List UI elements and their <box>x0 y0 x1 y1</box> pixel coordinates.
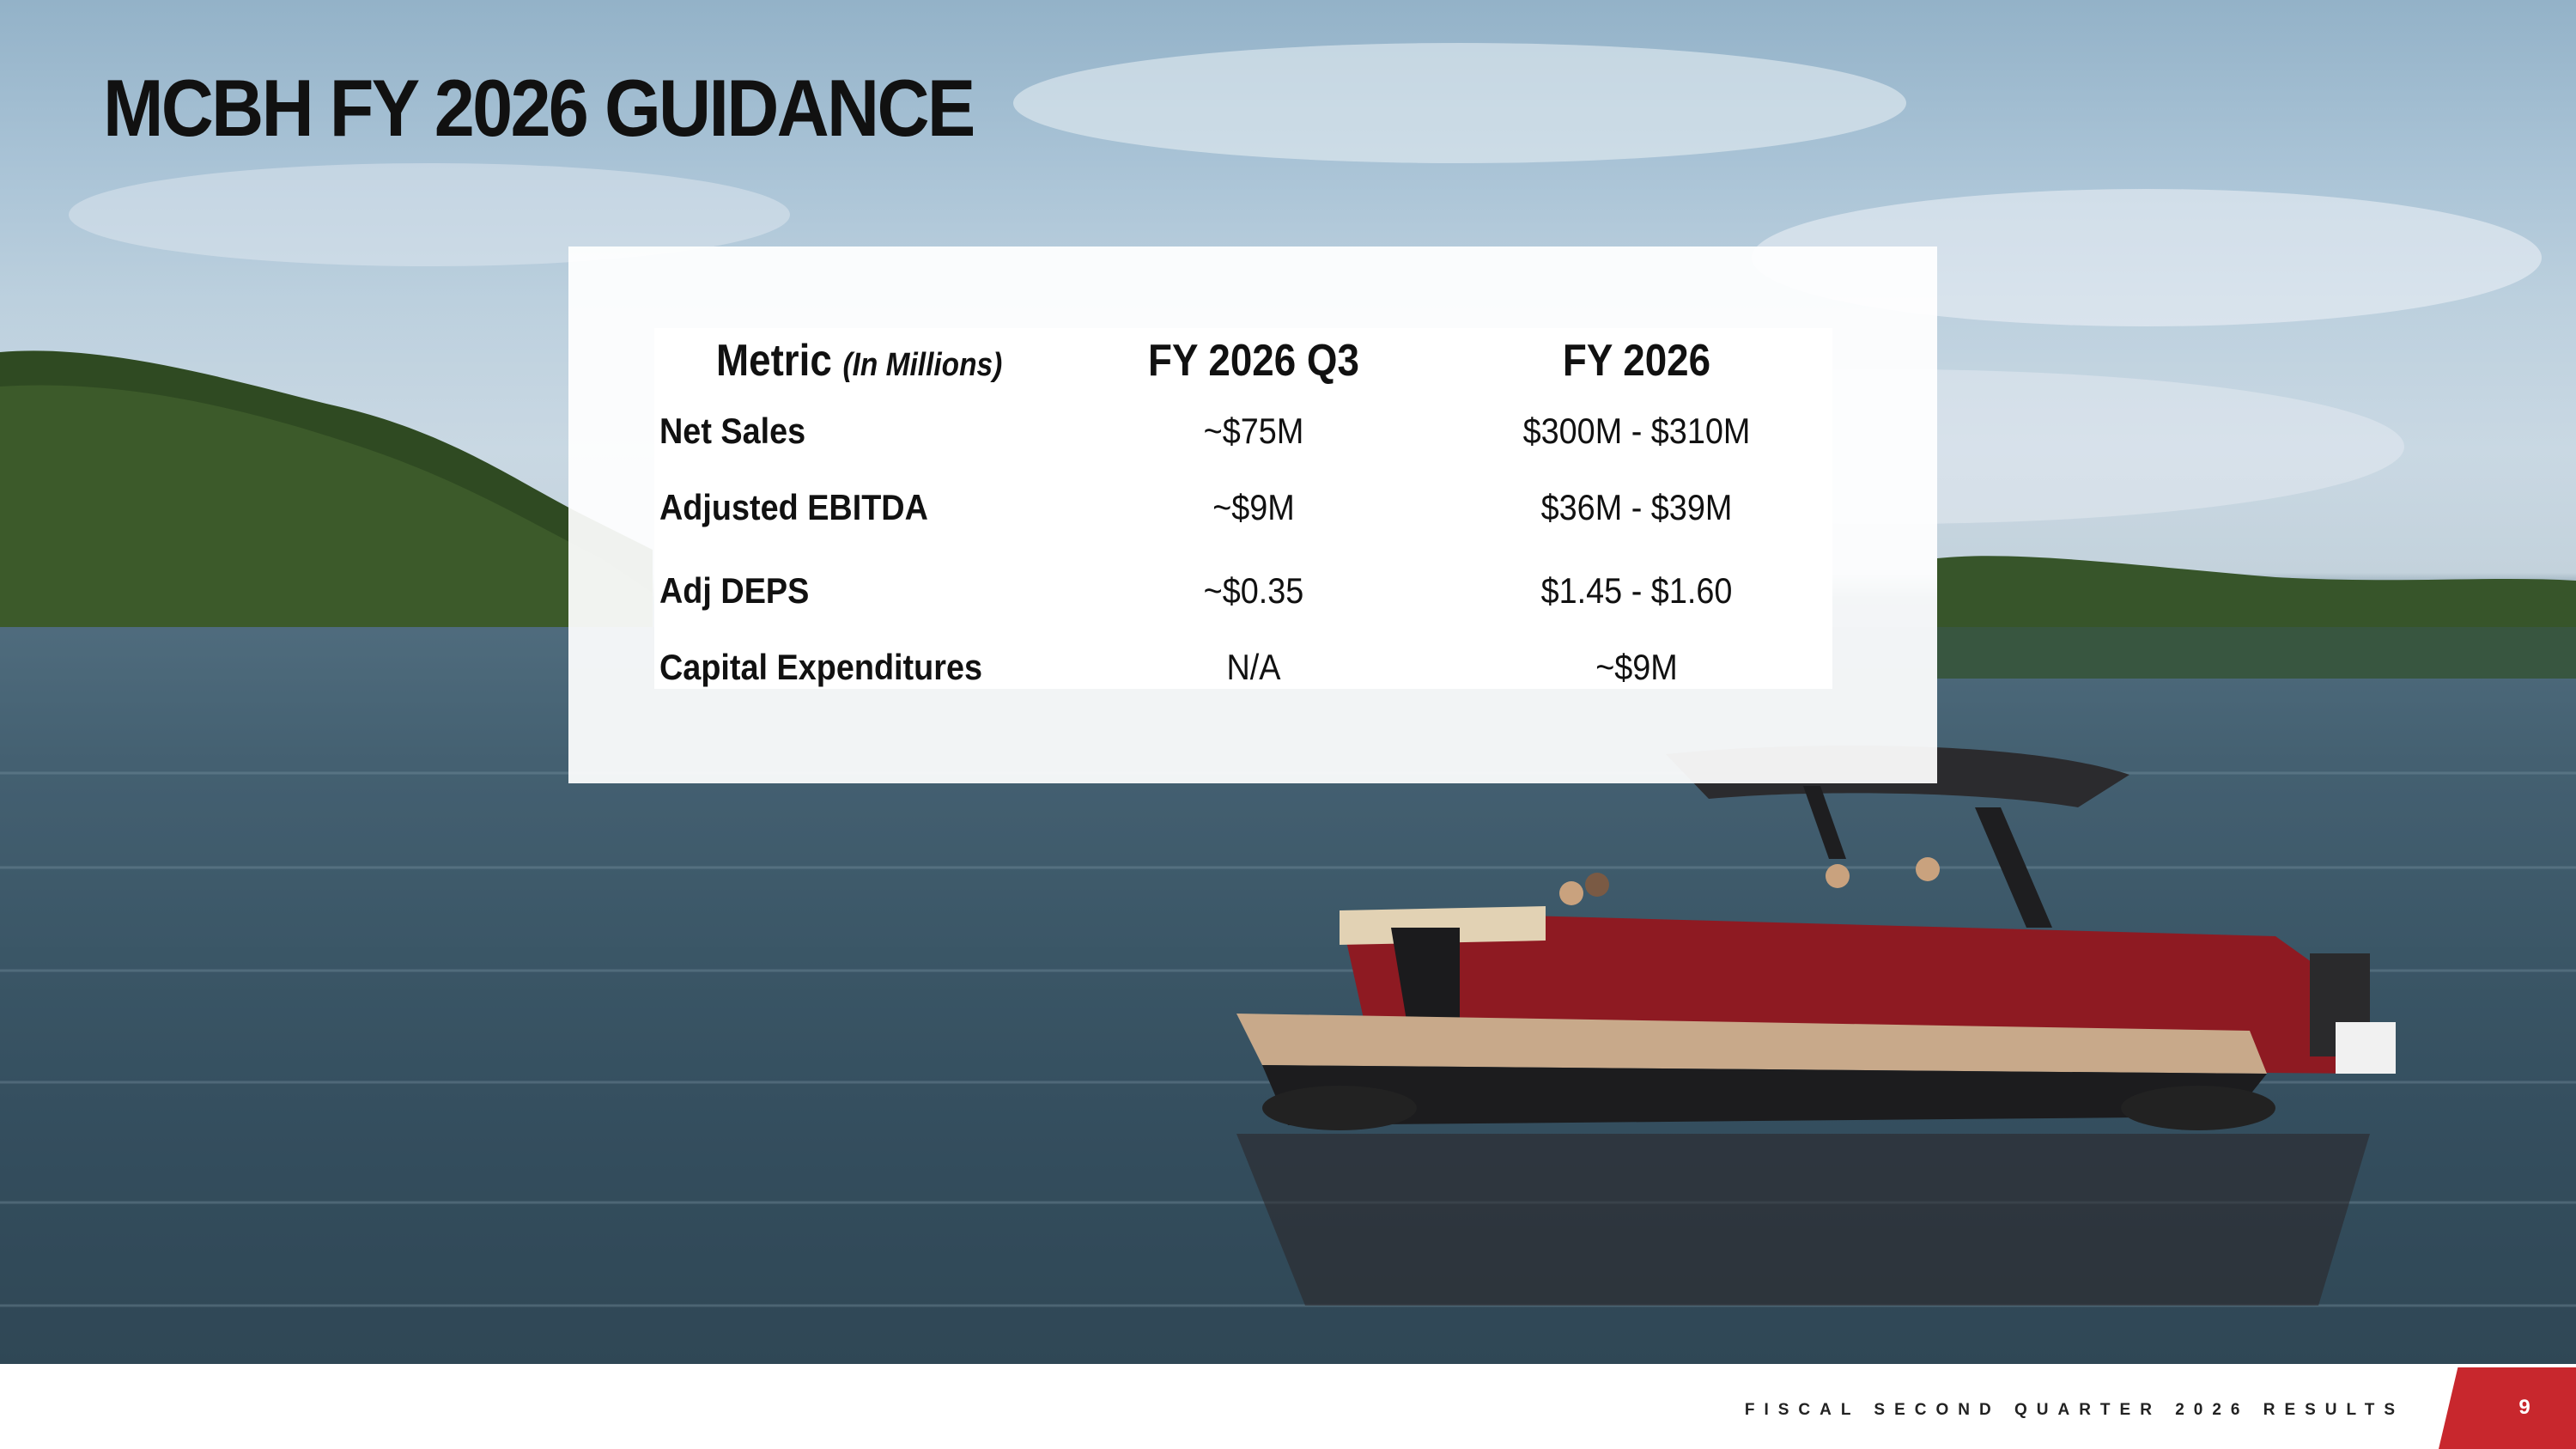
row-capex-q3: N/A <box>1226 647 1281 687</box>
row-adj-deps-label: Adj DEPS <box>659 570 810 611</box>
row-net-sales-q3: ~$75M <box>1203 411 1304 451</box>
header-metric-note: (In Millions) <box>842 347 1003 383</box>
page-number: 9 <box>2518 1396 2530 1419</box>
row-adjusted-ebitda-label: Adjusted EBITDA <box>659 487 928 527</box>
slide-title: MCBH FY 2026 GUIDANCE <box>103 63 974 153</box>
row-adjusted-ebitda-q3: ~$9M <box>1212 487 1295 527</box>
row-capex-fy: ~$9M <box>1595 647 1678 687</box>
row-adjusted-ebitda-fy: $36M - $39M <box>1540 487 1733 527</box>
row-net-sales-label: Net Sales <box>659 411 806 451</box>
header-fy2026: FY 2026 <box>1562 336 1711 386</box>
row-net-sales-fy: $300M - $310M <box>1522 411 1751 451</box>
footer-text: FISCAL SECOND QUARTER 2026 RESULTS <box>1744 1401 2404 1419</box>
header-metric-label: Metric <box>716 336 832 386</box>
row-adj-deps-fy: $1.45 - $1.60 <box>1540 570 1733 611</box>
row-capex-label: Capital Expenditures <box>659 647 982 687</box>
header-metric <box>716 335 1002 387</box>
row-adj-deps-q3: ~$0.35 <box>1203 570 1304 611</box>
header-fy2026-q3: FY 2026 Q3 <box>1148 336 1359 386</box>
guidance-table <box>654 328 1832 689</box>
